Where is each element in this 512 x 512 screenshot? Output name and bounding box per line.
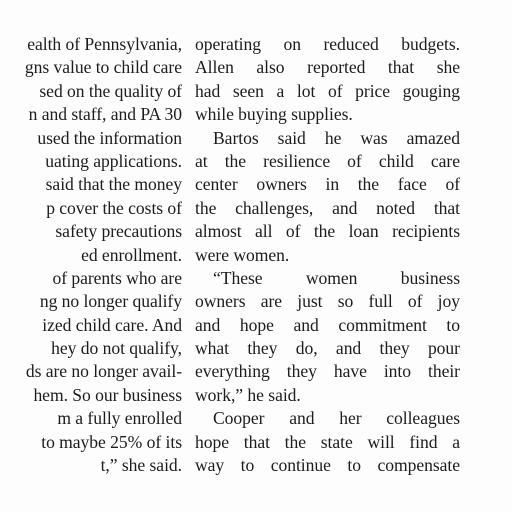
text-line: uating applications.	[45, 150, 182, 171]
text-line: way to continue to compensate	[195, 455, 460, 476]
text-line: m a fully enrolled	[57, 408, 182, 429]
article-column-left	[0, 0, 182, 477]
text-line: safety precautions	[55, 221, 182, 242]
text-line: n and staff, and PA 30	[28, 104, 182, 125]
text-line: what they do, and they pour	[195, 338, 460, 359]
text-line: hey do not qualify,	[51, 338, 182, 359]
text-line: center owners in the face of	[195, 174, 460, 195]
text-line: hem. So our business	[33, 384, 182, 405]
text-line: everything they have into their	[195, 361, 460, 382]
text-line: owners are just so full of joy	[195, 291, 460, 312]
text-line: of parents who are	[52, 267, 182, 288]
text-line: to maybe 25% of its	[41, 431, 182, 452]
text-line: ealth of Pennsylvania,	[27, 34, 182, 54]
text-line: at the resilience of child care	[195, 150, 460, 171]
text-line: sed on the quality of	[39, 80, 182, 101]
text-line: ds are no longer avail-	[25, 361, 182, 382]
text-line: “These women business	[213, 267, 460, 288]
text-line: while buying supplies.	[195, 104, 353, 125]
text-line: t,” she said.	[100, 455, 182, 476]
text-line: said that the money	[45, 174, 182, 195]
text-line: operating on reduced budgets.	[195, 34, 460, 54]
text-line: the challenges, and noted that	[195, 197, 460, 218]
text-line: almost all of the loan recipients	[195, 221, 460, 242]
text-line: had seen a lot of price gouging	[195, 80, 460, 101]
text-line: ized child care. And	[42, 314, 182, 335]
text-line: hope that the state will find a	[195, 431, 460, 452]
text-line: gns value to child care	[24, 57, 182, 78]
text-line: Cooper and her colleagues	[213, 408, 460, 429]
article-column-right	[195, 0, 460, 477]
text-line: were women.	[195, 244, 290, 265]
text-line: Bartos said he was amazed	[213, 127, 460, 148]
text-line: Allen also reported that she	[195, 57, 460, 78]
text-line: and hope and commitment to	[195, 314, 460, 335]
text-line: work,” he said.	[195, 384, 301, 405]
text-line: p cover the costs of	[46, 197, 182, 218]
text-line: used the information	[37, 127, 182, 148]
text-line: ng no longer qualify	[39, 291, 182, 312]
text-line: ed enrollment.	[81, 244, 182, 265]
